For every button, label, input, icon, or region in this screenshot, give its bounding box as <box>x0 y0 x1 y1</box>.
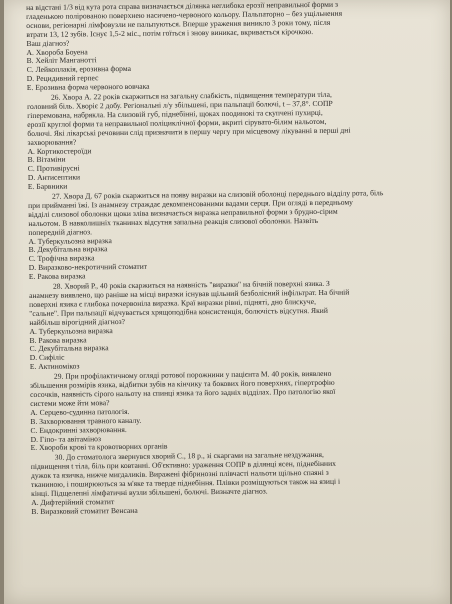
text-line: тканиною, і поширюються за м'яке та тверде піднебіння. Плівки розміщуються також на язиці і <box>30 476 341 490</box>
answer-option: B. Ракова виразка <box>29 334 87 345</box>
text-line: кінці. Підщелепні лімфатичні вузли збільшені, болючі. Визначте діагноз. <box>31 486 268 498</box>
answer-option: B. Декубітальна виразка <box>28 244 108 255</box>
text-line: 28. Хворий Р., 40 років скаржиться на наявність "виразки" на бічній поверхні язика. З <box>52 278 330 291</box>
text-line: 27. Хвора Д. 67 років скаржиться на появу виразки на слизовій оболонці переднього відділу рота, біль <box>51 188 384 201</box>
question-30-text <box>31 450 443 499</box>
answer-option: E. Ракова виразка <box>28 271 86 282</box>
text-line: гладенькою полірованою поверхнею насичено-червоного кольору. Пальпаторно – без ущільнення <box>26 8 343 21</box>
answer-option: E. Барвники <box>27 181 68 192</box>
question-26-text <box>27 90 440 148</box>
text-line: нальотом. В навколишніх тканинах відсутня запальна реакція слизової оболонки. Назвіть <box>28 215 319 228</box>
text-line: 29. При профілактичному огляді ротової порожнини у пацієнта М. 40 років, виявлено <box>53 368 332 381</box>
text-line: анамнезу виявлено, що раніше на місці виразки існував щільний безболісний інфільтрат. На бічній <box>29 287 350 300</box>
answer-option: C. Декубітальна виразка <box>29 343 109 354</box>
text-line: 26. Хвора А. 22 років скаржиться на загальну слабкість, підвищення температури тіла, <box>50 89 332 102</box>
text-line: підвищення t тіла, біль при ковтанні. Об'єктивно: ураження СОПР в ділянці ясен, піднебінних <box>30 458 337 472</box>
answer-options <box>30 404 442 453</box>
answer-options <box>26 44 438 93</box>
answer-option: D. Антисептики <box>27 172 81 183</box>
text-line: відділі слизової оболонки щоки зліва визначається виразка неправильної форми з брудно-сірим <box>28 206 338 219</box>
question-25-continuation <box>26 0 438 49</box>
answer-options <box>29 323 441 372</box>
answer-option: D. Сифіліс <box>29 352 65 363</box>
answer-option: B. Хейліт Манганотті <box>26 55 97 66</box>
text-line: основи, регіонарні лімфовузли не пальпуються. Вперше ураження виникло 3 роки тому, після <box>26 17 331 30</box>
text-line: втрати 13, 12 зубів. Існує 1,5-2 міс., потім гоїться і знову виникає, вкривається кірочкою. <box>26 26 314 39</box>
text-line: сосочків, наявність сірого нальоту на спинці язика та його задніх відділах. Про патологію якої <box>30 386 336 399</box>
text-line: головний біль. Хворіє 2 добу. Регіональні л/у збільшені, при пальпації болючі, t – 37,8°. СОПР <box>27 98 333 111</box>
text-line: попередній діагноз. <box>28 226 93 237</box>
answer-options <box>28 233 440 282</box>
answer-option: B. Вітаміни <box>27 155 66 165</box>
text-line: на відстані 1/3 від кута рота справа визначається ділянка неглибока ерозії неправильної форми з <box>25 0 338 12</box>
text-line: системи може йти мова? <box>30 398 110 408</box>
document-text <box>26 0 443 517</box>
question-27-text <box>28 189 440 238</box>
answer-option: B. Виразковий стоматит Венсана <box>31 505 138 516</box>
answer-option: C. Трофічна виразка <box>28 253 95 264</box>
text-line: поверхні язика є глибока почервоніла виразка. Краї виразки рівні, підняті, дно блискуче, <box>29 296 317 309</box>
text-line: дужок та язичка, нижче мигдаликів. Виражені фібринозні плівчасті нальоти щільно спаяні з <box>30 467 329 481</box>
answer-option: A. Туберкульозна виразка <box>29 325 113 336</box>
answer-option: B. Захворювання травного каналу. <box>30 415 142 426</box>
text-line: при прийманні їжі. Із анамнезу страждає декомпенсованими вадами серця. При огляді в передньому <box>28 197 353 210</box>
text-line: гіперемована, набрякла. На слизовій губ, піднебінні, щоках поодинокі та скупчені пухирці, <box>27 107 323 120</box>
answer-option: C. Ендокринні захворювання. <box>30 424 127 435</box>
answer-option: D. Виразково-некротичний стоматит <box>28 262 148 273</box>
text-line: "сальне". При пальпації відчувається хрящоподібна консистенція, болючість відсутня. Який <box>29 305 328 318</box>
text-line: захворювання? <box>27 137 77 147</box>
answer-option: D. Гіпо- та авітаміноз <box>30 433 101 444</box>
answer-option: C. Лейкоплакія, ерозивна форма <box>26 64 132 75</box>
answer-option: D. Рецидивний герпес <box>26 73 99 84</box>
answer-option: E. Актиномікоз <box>29 361 80 372</box>
answer-option: A. Дифтерійний стоматит <box>31 496 115 507</box>
answer-options <box>28 143 440 192</box>
text-line: болючі. Які лікарські речовини слід призначити в першу чергу при місцевому лікуванні в перші дні <box>27 125 351 138</box>
question-28-text <box>29 279 441 328</box>
text-line: найбільш вірогідний діагноз? <box>29 316 126 327</box>
answer-option: A. Хвороба Боуена <box>26 46 88 57</box>
question-29-text <box>30 369 442 409</box>
answer-option: A. Серцево-судинна патологія. <box>30 406 130 417</box>
answer-option: C. Противірусні <box>27 163 80 174</box>
text-line: Ваш діагноз? <box>26 38 70 48</box>
text-line: збільшення розмірів язика, відбитки зубів на кінчику та бокових його поверхнях, гіпертрофію <box>29 377 335 391</box>
text-line: 30. До стоматолога звернувся хворий С., 18 р., зі скаргами на загальне нездужання, <box>54 450 324 463</box>
answer-option: A. Кортикостероїди <box>27 145 92 156</box>
document-page <box>4 0 450 604</box>
answer-options <box>31 495 443 517</box>
text-line: ерозії круглої форми та неправильної поліциклічної форми, вкриті сірувато-білим нальотом, <box>27 116 327 129</box>
answer-option: E. Ерозивна форма червоного вовчака <box>26 81 150 93</box>
answer-option: E. Хвороби крові та кровотворних органів <box>30 441 168 453</box>
answer-option: A. Туберкульозна виразка <box>28 235 112 246</box>
